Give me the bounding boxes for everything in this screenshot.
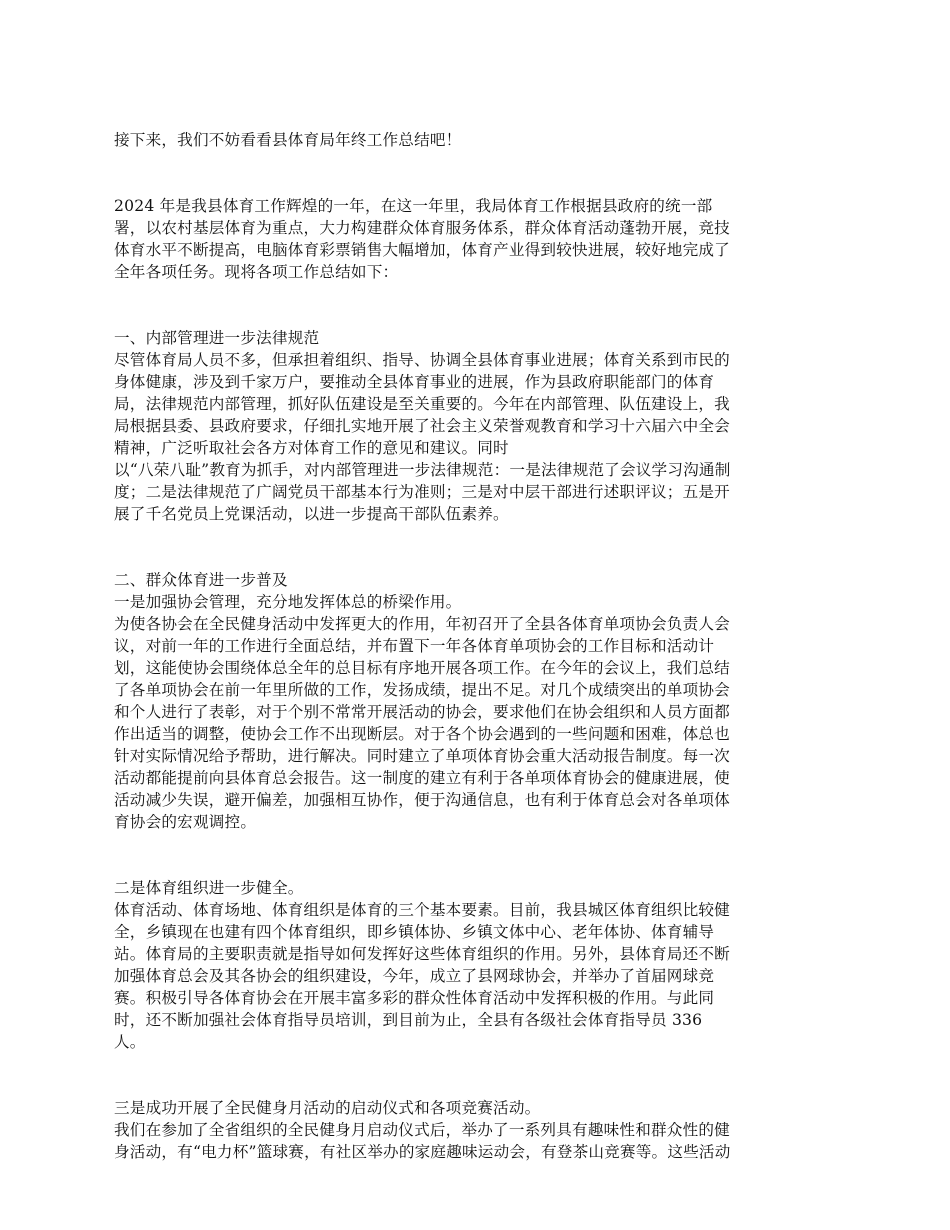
intro-line: 接下来，我们不妨看看县体育局年终工作总结吧！	[114, 131, 462, 149]
paragraph-line: 身活动，有“电力杯”篮球赛，有社区举办的家庭趣味运动会，有登茶山竞赛等。这些活动	[114, 1143, 731, 1161]
paragraph-line: 展了千名党员上党课活动，以进一步提高干部队伍素养。	[114, 505, 509, 523]
opening-paragraph	[114, 195, 842, 283]
paragraph-line: 了各单项协会在前一年里所做的工作，发扬成绩，提出不足。对几个成绩突出的单项协会	[114, 681, 730, 699]
paragraph-line: 2024 年是我县体育工作辉煌的一年，在这一年里，我局体育工作根据县政府的统一部	[114, 197, 713, 215]
section-heading: 一、内部管理进一步法律规范	[114, 329, 320, 347]
section-heading: 二、群众体育进一步普及	[114, 571, 288, 589]
paragraph-line: 度；二是法律规范了广阔党员干部基本行为准则；三是对中层干部进行述职评议；五是开	[114, 483, 730, 501]
paragraph-line: 我们在参加了全省组织的全民健身月启动仪式后，举办了一系列具有趣味性和群众性的健	[114, 1121, 730, 1139]
document-body	[114, 129, 842, 1163]
paragraph-line: 局根据县委、县政府要求，仔细扎实地开展了社会主义荣誉观教育和学习十六届六中全会	[114, 417, 730, 435]
section-subheading: 一是加强协会管理，充分地发挥体总的桥梁作用。	[114, 593, 462, 611]
section-fitness-month	[114, 1097, 842, 1163]
paragraph-line: 全，乡镇现在也建有四个体育组织，即乡镇体协、乡镇文体中心、老年体协、体育辅导	[114, 923, 715, 941]
paragraph-line: 活动减少失误，避开偏差，加强相互协作，便于沟通信息，也有利于体育总会对各单项体	[114, 791, 730, 809]
section-heading: 二是体育组织进一步健全。	[114, 879, 304, 897]
paragraph-line: 署，以农村基层体育为重点，大力构建群众体育服务体系，群众体育活动蓬勃开展，竞技	[114, 219, 730, 237]
paragraph-line: 和个人进行了表彰，对于个别不常常开展活动的协会，要求他们在协会组织和人员方面都	[114, 703, 730, 721]
paragraph-line: 时，还不断加强社会体育指导员培训，到目前为止，全县有各级社会体育指导员 336	[114, 1011, 703, 1029]
paragraph-line: 体育活动、体育场地、体育组织是体育的三个基本要素。目前，我县城区体育组织比较健	[114, 901, 730, 919]
paragraph-line: 精神，广泛听取社会各方对体育工作的意见和建议。同时	[114, 439, 509, 457]
paragraph-line: 加强体育总会及其各协会的组织建设，今年，成立了县网球协会，并举办了首届网球竞	[114, 967, 715, 985]
paragraph-line: 作出适当的调整，使协会工作不出现断层。对于各个协会遇到的一些问题和困难，体总也	[114, 725, 730, 743]
paragraph-line: 人。	[114, 1033, 146, 1051]
paragraph-line: 为使各协会在全民健身活动中发挥更大的作用，年初召开了全县各体育单项协会负责人会	[114, 615, 730, 633]
paragraph-line: 全年各项任务。现将各项工作总结如下：	[114, 263, 399, 281]
section-sports-organization	[114, 877, 842, 1053]
paragraph-line: 赛。积极引导各体育协会在开展丰富多彩的群众性体育活动中发挥积极的作用。与此同	[114, 989, 715, 1007]
paragraph-line: 身体健康，涉及到千家万户，要推动全县体育事业的进展，作为县政府职能部门的体育	[114, 373, 715, 391]
paragraph-line: 站。体育局的主要职责就是指导如何发挥好这些体育组织的作用。另外，县体育局还不断	[114, 945, 730, 963]
paragraph-line: 针对实际情况给予帮助，进行解决。同时建立了单项体育协会重大活动报告制度。每一次	[114, 747, 730, 765]
paragraph-line: 局，法律规范内部管理，抓好队伍建设是至关重要的。今年在内部管理、队伍建设上，我	[114, 395, 730, 413]
paragraph-line: 体育水平不断提高，电脑体育彩票销售大幅增加，体育产业得到较快进展，较好地完成了	[114, 241, 730, 259]
section-mass-sports	[114, 569, 842, 833]
paragraph-line: 育协会的宏观调控。	[114, 813, 257, 831]
paragraph-line: 尽管体育局人员不多，但承担着组织、指导、协调全县体育事业进展；体育关系到市民的	[114, 351, 730, 369]
paragraph-line: 划，这能使协会围绕体总全年的总目标有序地开展各项工作。在今年的会议上，我们总结	[114, 659, 730, 677]
paragraph-line: 活动都能提前向县体育总会报告。这一制度的建立有利于各单项体育协会的健康进展，使	[114, 769, 730, 787]
paragraph-line: 以“八荣八耻”教育为抓手，对内部管理进一步法律规范：一是法律规范了会议学习沟通制	[114, 461, 731, 479]
section-internal-management	[114, 327, 842, 525]
paragraph-line: 议，对前一年的工作进行全面总结，并布置下一年各体育单项协会的工作目标和活动计	[114, 637, 715, 655]
section-heading: 三是成功开展了全民健身月活动的启动仪式和各项竞赛活动。	[114, 1099, 541, 1117]
